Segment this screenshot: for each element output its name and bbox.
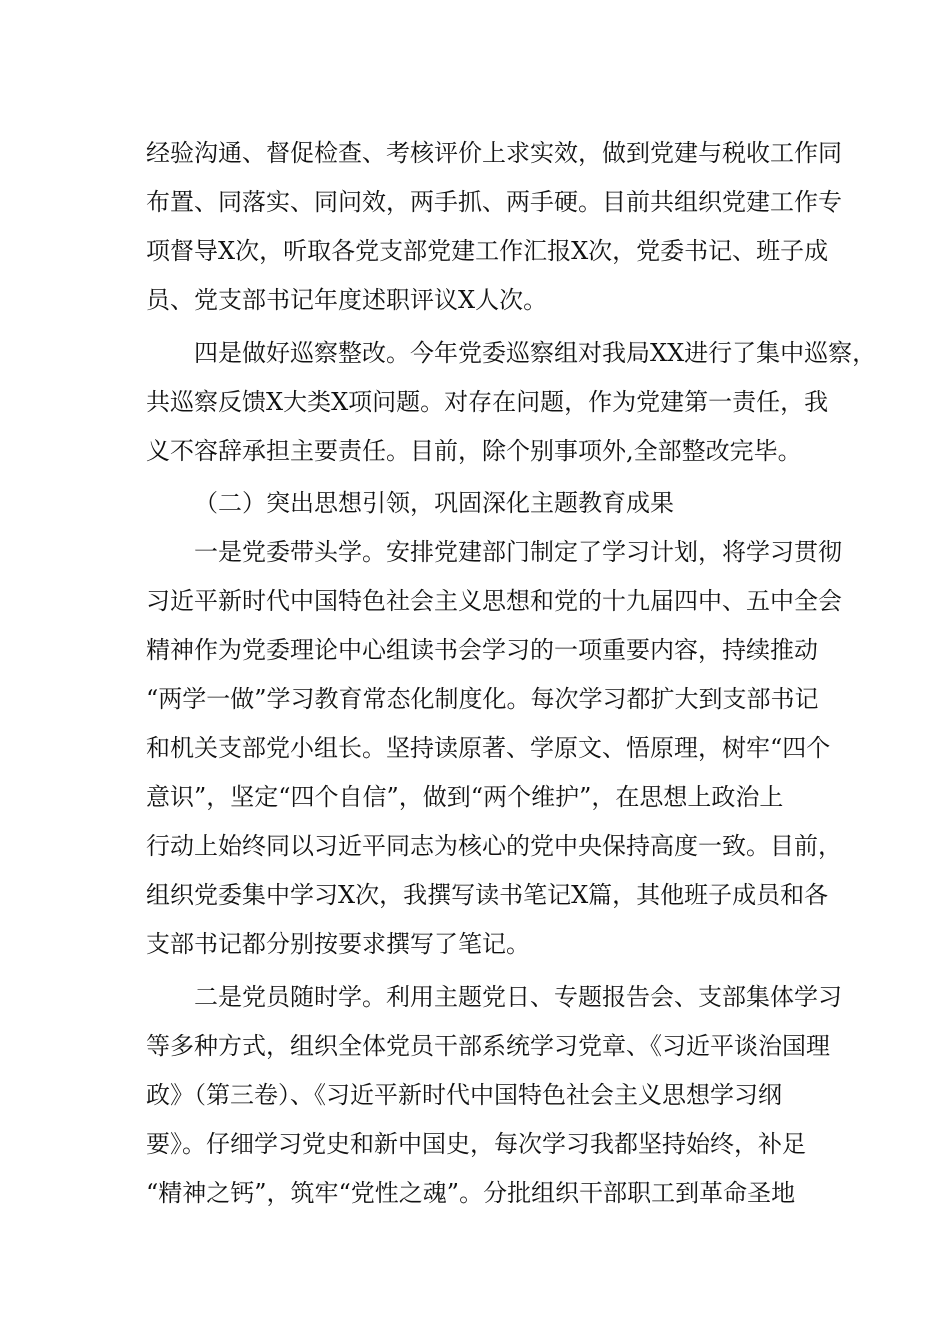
text-line: 四是做好巡察整改。今年党委巡察组对我局XX进行了集中巡察， xyxy=(194,339,877,367)
text-line: “精神之钙”，筑牢“党性之魂”。分批组织干部职工到革命圣地 xyxy=(146,1179,796,1207)
text-line: 行动上始终同以习近平同志为核心的党中央保持高度一致。目前， xyxy=(146,832,842,860)
text-line: 经验沟通、督促检查、考核评价上求实效，做到党建与税收工作同 xyxy=(146,139,842,167)
text-line: 习近平新时代中国特色社会主义思想和党的十九届四中、五中全会 xyxy=(146,587,842,615)
text-line: 一是党委带头学。安排党建部门制定了学习计划，将学习贯彻 xyxy=(194,538,842,566)
text-line: 组织党委集中学习X次，我撰写读书笔记X篇，其他班子成员和各 xyxy=(146,881,829,909)
text-line: 和机关支部党小组长。坚持读原著、学原文、悟原理，树牢“四个 xyxy=(146,734,831,762)
text-line: 项督导X次，听取各党支部党建工作汇报X次，党委书记、班子成 xyxy=(146,237,829,265)
text-line: 员、党支部书记年度述职评议X人次。 xyxy=(146,286,548,314)
text-line: “两学一做”学习教育常态化制度化。每次学习都扩大到支部书记 xyxy=(146,685,819,713)
text-line: 二是党员随时学。利用主题党日、专题报告会、支部集体学习 xyxy=(194,983,842,1011)
text-line: 精神作为党委理论中心组读书会学习的一项重要内容，持续推动 xyxy=(146,636,818,664)
text-line: 共巡察反馈X大类X项问题。对存在问题，作为党建第一责任，我 xyxy=(146,388,829,416)
section-heading: （二）突出思想引领，巩固深化主题教育成果 xyxy=(194,489,674,517)
text-line: 等多种方式，组织全体党员干部系统学习党章、《习近平谈治国理 xyxy=(146,1032,830,1060)
text-line: 要》。仔细学习党史和新中国史，每次学习我都坚持始终，补足 xyxy=(146,1130,806,1158)
text-line: 意识”，坚定“四个自信”，做到“两个维护”，在思想上政治上 xyxy=(146,783,784,811)
text-line: 政》（第三卷）、《习近平新时代中国特色社会主义思想学习纲 xyxy=(146,1081,782,1109)
text-line: 义不容辞承担主要责任。目前，除个别事项外,全部整改完毕。 xyxy=(146,437,802,465)
text-line: 布置、同落实、同问效，两手抓、两手硬。目前共组织党建工作专 xyxy=(146,188,842,216)
text-line: 支部书记都分别按要求撰写了笔记。 xyxy=(146,930,530,958)
